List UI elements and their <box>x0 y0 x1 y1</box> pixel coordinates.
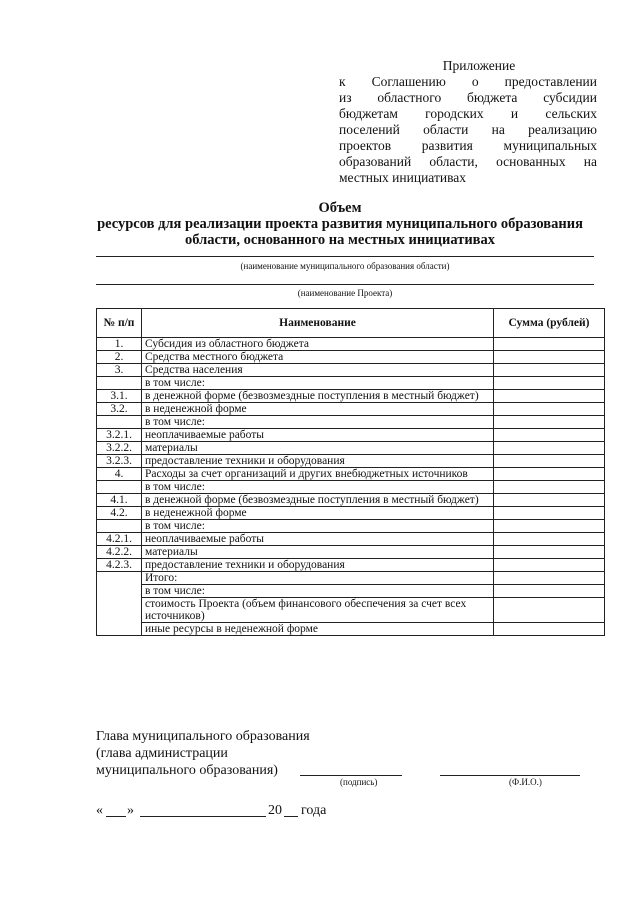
fio-caption: (Ф.И.О.) <box>509 777 542 787</box>
row-sum <box>494 377 605 390</box>
row-number: 4.2. <box>97 507 142 520</box>
row-number <box>97 377 142 390</box>
table-row <box>97 416 605 429</box>
row-sum <box>494 364 605 377</box>
row-sum <box>494 416 605 429</box>
row-sum <box>494 442 605 455</box>
table-row <box>97 494 605 507</box>
table-row <box>97 390 605 403</box>
table-row <box>97 377 605 390</box>
signature-line-1: Глава муниципального образования <box>96 729 310 744</box>
appendix-line: проектов развития муниципальных <box>339 138 597 153</box>
table-row <box>97 403 605 416</box>
header-num: № п/п <box>97 309 142 338</box>
fio-fill-line <box>440 775 580 776</box>
row-sum <box>494 507 605 520</box>
row-name: в неденежной форме <box>142 507 494 520</box>
row-name: в том числе: <box>142 416 494 429</box>
date-open-quote: « <box>96 803 103 818</box>
row-name: Средства местного бюджета <box>142 351 494 364</box>
signature-caption: (подпись) <box>340 777 378 787</box>
row-name: Итого: <box>142 572 494 585</box>
row-number: 3.2. <box>97 403 142 416</box>
municipality-caption: (наименование муниципального образования области) <box>240 261 450 271</box>
appendix-line: бюджетам городских и сельских <box>339 106 597 121</box>
appendix-line: к Соглашению о предоставлении <box>339 74 597 89</box>
appendix-line: образований области, основанных на <box>339 154 597 169</box>
row-number: 3.2.3. <box>97 455 142 468</box>
project-caption: (наименование Проекта) <box>297 288 393 298</box>
row-name: иные ресурсы в неденежной форме <box>142 623 494 636</box>
year-fill-line <box>284 816 298 817</box>
appendix-line: из областного бюджета субсидии <box>339 90 597 105</box>
row-number <box>97 520 142 533</box>
row-number: 3. <box>97 364 142 377</box>
table-row <box>97 455 605 468</box>
heading-title: Объем <box>318 200 362 216</box>
row-sum <box>494 390 605 403</box>
row-number <box>97 481 142 494</box>
row-name: Расходы за счет организаций и других внебюджетных источников <box>142 468 494 481</box>
row-number: 4.1. <box>97 494 142 507</box>
appendix-line: поселений области на реализацию <box>339 122 597 137</box>
row-sum <box>494 351 605 364</box>
row-name: материалы <box>142 442 494 455</box>
row-name: Средства населения <box>142 364 494 377</box>
row-sum <box>494 429 605 442</box>
appendix-title: Приложение <box>442 58 516 73</box>
table-header-row <box>97 309 605 338</box>
table-row <box>97 364 605 377</box>
row-name: предоставление техники и оборудования <box>142 559 494 572</box>
row-sum <box>494 338 605 351</box>
heading-subtitle: ресурсов для реализации проекта развития муниципального образования <box>97 216 583 232</box>
row-sum <box>494 598 605 623</box>
row-sum <box>494 494 605 507</box>
heading-subtitle-2: области, основанного на местных инициативах <box>184 232 496 248</box>
row-number <box>97 416 142 429</box>
row-number: 3.2.2. <box>97 442 142 455</box>
appendix-line: местных инициативах <box>339 170 467 185</box>
table-row <box>97 559 605 572</box>
row-number: 1. <box>97 338 142 351</box>
row-name: в том числе: <box>142 481 494 494</box>
row-sum <box>494 623 605 636</box>
row-number: 4.2.2. <box>97 546 142 559</box>
project-name-line <box>96 284 594 285</box>
signature-line-2: (глава администрации <box>96 746 228 761</box>
row-name: стоимость Проекта (объем финансового обеспечения за счет всех источников) <box>142 598 494 623</box>
row-number <box>97 572 142 636</box>
table-row <box>97 468 605 481</box>
table-row <box>97 520 605 533</box>
row-number: 3.2.1. <box>97 429 142 442</box>
row-number: 4. <box>97 468 142 481</box>
row-name: Субсидия из областного бюджета <box>142 338 494 351</box>
header-sum: Сумма (рублей) <box>494 309 605 338</box>
row-sum <box>494 559 605 572</box>
row-name: в том числе: <box>142 377 494 390</box>
row-number: 4.2.1. <box>97 533 142 546</box>
row-name: неоплачиваемые работы <box>142 533 494 546</box>
table-row <box>97 533 605 546</box>
row-name: в денежной форме (безвозмездные поступления в местный бюджет) <box>142 494 494 507</box>
row-number: 3.1. <box>97 390 142 403</box>
row-sum <box>494 468 605 481</box>
total-row <box>97 598 605 623</box>
signature-line-3: муниципального образования) <box>96 763 278 778</box>
day-fill-line <box>106 816 126 817</box>
row-name: в том числе: <box>142 520 494 533</box>
table-row <box>97 507 605 520</box>
row-name: в том числе: <box>142 585 494 598</box>
resources-table <box>96 308 605 636</box>
header-name: Наименование <box>142 309 494 338</box>
table-row <box>97 442 605 455</box>
row-sum <box>494 585 605 598</box>
year-suffix: года <box>301 803 327 818</box>
table-row <box>97 546 605 559</box>
table-row <box>97 429 605 442</box>
table-row <box>97 481 605 494</box>
row-sum <box>494 546 605 559</box>
table-row <box>97 351 605 364</box>
table-row <box>97 338 605 351</box>
row-number: 2. <box>97 351 142 364</box>
month-fill-line <box>140 816 266 817</box>
total-row <box>97 585 605 598</box>
total-row <box>97 623 605 636</box>
municipality-name-line <box>96 256 594 257</box>
document-heading <box>90 200 590 248</box>
year-prefix: 20 <box>268 803 282 818</box>
row-number: 4.2.3. <box>97 559 142 572</box>
row-name: в неденежной форме <box>142 403 494 416</box>
row-name: неоплачиваемые работы <box>142 429 494 442</box>
row-sum <box>494 572 605 585</box>
row-sum <box>494 533 605 546</box>
row-name: в денежной форме (безвозмездные поступления в местный бюджет) <box>142 390 494 403</box>
row-name: материалы <box>142 546 494 559</box>
total-row <box>97 572 605 585</box>
row-name: предоставление техники и оборудования <box>142 455 494 468</box>
row-sum <box>494 520 605 533</box>
row-sum <box>494 481 605 494</box>
row-sum <box>494 403 605 416</box>
appendix-block <box>339 58 597 186</box>
signature-fill-line <box>300 775 402 776</box>
row-sum <box>494 455 605 468</box>
date-close-quote: » <box>127 803 134 818</box>
